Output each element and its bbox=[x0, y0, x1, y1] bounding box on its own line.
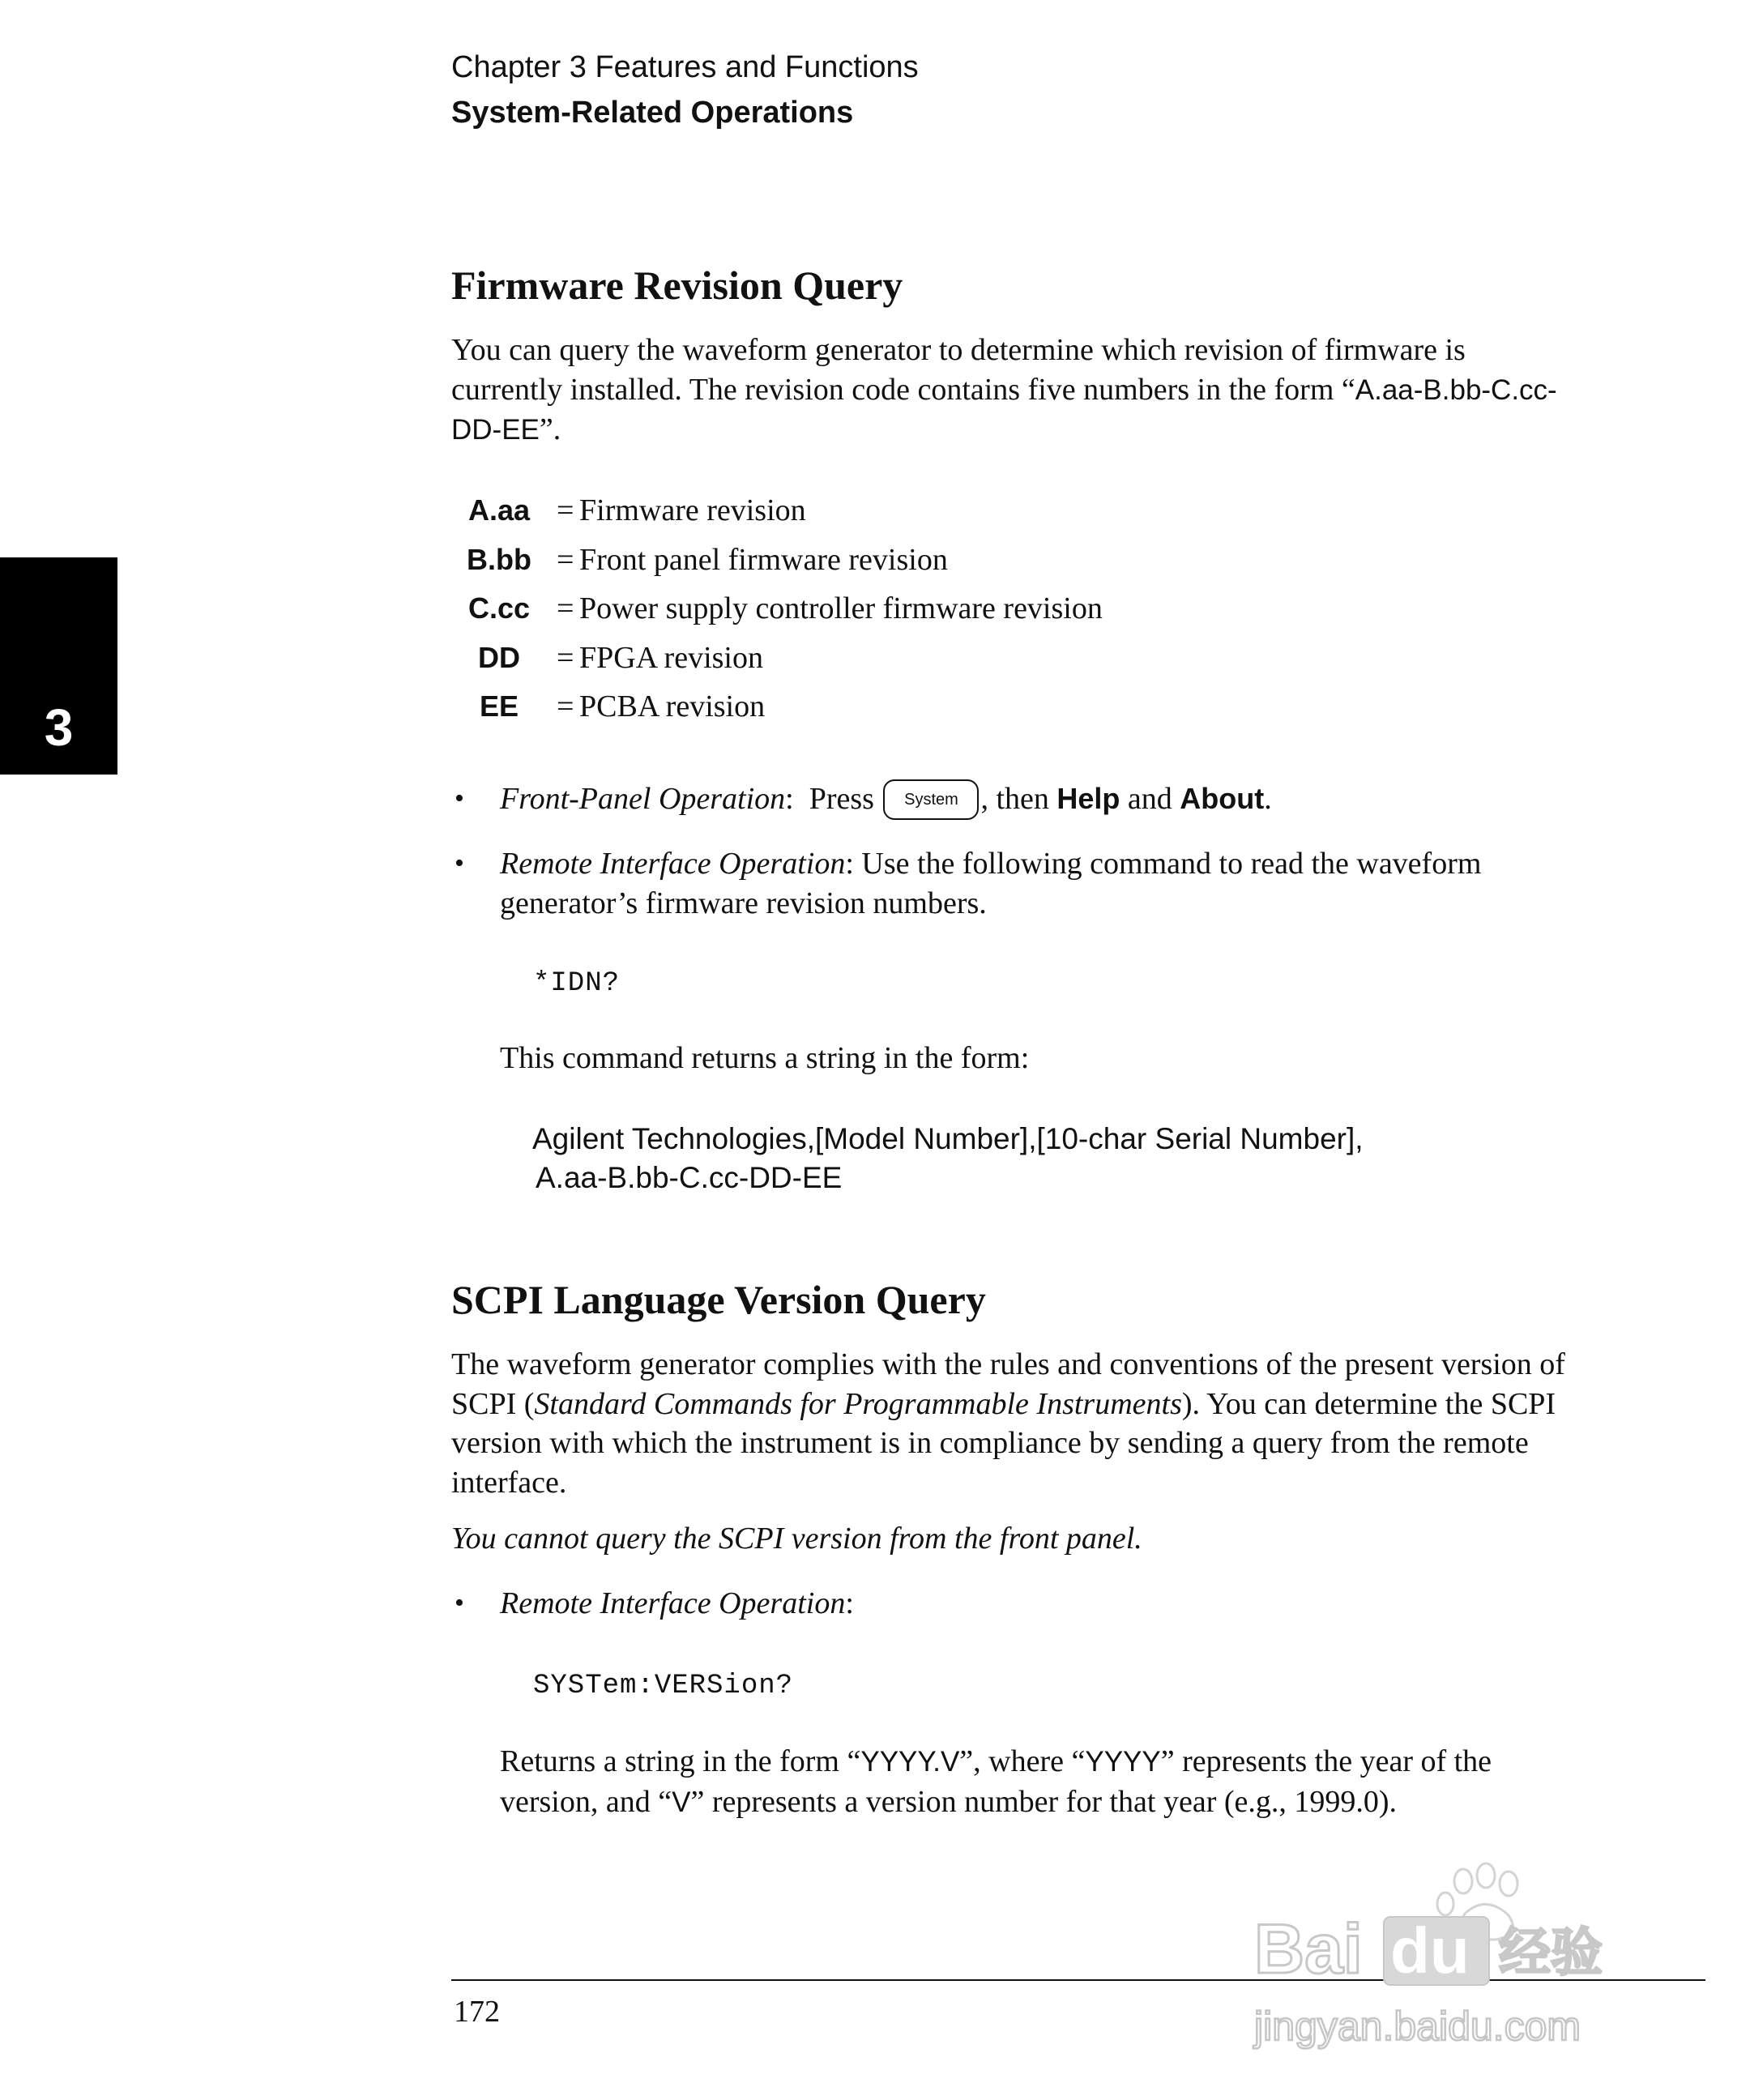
bullet-icon: • bbox=[455, 1588, 464, 1618]
scpi-remote-colon: : bbox=[845, 1586, 854, 1620]
front-panel-press: Press bbox=[809, 782, 874, 816]
svg-text:经验: 经验 bbox=[1499, 1923, 1603, 1983]
help-softkey: Help bbox=[1056, 782, 1120, 815]
definition-item bbox=[451, 486, 1423, 536]
remote-interface-operation bbox=[500, 844, 1577, 923]
watermark-url: jingyan.baidu.com bbox=[1254, 2004, 1581, 2049]
idn-return-line-1: Agilent Technologies,[Model Number],[10-char Serial Number], bbox=[532, 1122, 1364, 1155]
definition-equals: = bbox=[557, 591, 574, 626]
front-panel-and: and bbox=[1127, 782, 1172, 816]
definition-equals: = bbox=[557, 542, 574, 577]
section-header: System-Related Operations bbox=[451, 96, 854, 130]
definition-item bbox=[451, 634, 1423, 683]
firmware-intro bbox=[451, 331, 1569, 450]
front-panel-then: , then bbox=[980, 782, 1049, 816]
definition-equals: = bbox=[557, 640, 574, 675]
returns-code: YYYY.V bbox=[860, 1746, 960, 1778]
bullet-icon: • bbox=[455, 783, 464, 813]
returns-part: ”, where “ bbox=[959, 1744, 1086, 1778]
scpi-intro bbox=[451, 1345, 1569, 1502]
version-returns-text bbox=[500, 1742, 1577, 1822]
definition-term: B.bb bbox=[467, 542, 531, 576]
scpi-remote-label: Remote Interface Operation bbox=[500, 1586, 846, 1620]
chapter-tab bbox=[0, 557, 117, 775]
about-softkey: About bbox=[1180, 782, 1265, 815]
svg-text:du: du bbox=[1390, 1914, 1470, 1987]
version-command: SYSTem:VERSion? bbox=[533, 1671, 794, 1701]
definition-desc: Power supply controller firmware revision bbox=[579, 591, 1103, 626]
definition-term: A.aa bbox=[467, 493, 531, 527]
definition-item bbox=[451, 536, 1423, 585]
firmware-intro-end: ”. bbox=[539, 412, 561, 446]
page-number: 172 bbox=[454, 1995, 500, 2029]
definition-equals: = bbox=[557, 689, 574, 724]
definition-term: C.cc bbox=[467, 591, 531, 625]
remote-interface-text: : Use the following command to read the waveform generator’s firmware revision numbers. bbox=[500, 847, 1482, 920]
returns-code: V bbox=[672, 1786, 691, 1818]
remote-interface-label: Remote Interface Operation bbox=[500, 847, 846, 881]
returns-part: Returns a string in the form “ bbox=[500, 1744, 861, 1778]
scpi-intro-rest: ). You can determine the SCPI version with which the instrument is in compliance by sending a query from the remote interface. bbox=[451, 1386, 1556, 1500]
definition-equals: = bbox=[557, 493, 574, 528]
scpi-remote-operation bbox=[500, 1584, 1577, 1624]
idn-returns-text: This command returns a string in the form: bbox=[500, 1041, 1030, 1075]
scpi-heading: SCPI Language Version Query bbox=[451, 1277, 986, 1322]
watermark-brand: Bai bbox=[1254, 1910, 1363, 1988]
scpi-intro-text: The waveform generator complies with the rules and conventions of the present version of SCPI ( bbox=[451, 1347, 1565, 1421]
chapter-header: Chapter 3 Features and Functions bbox=[451, 50, 919, 84]
idn-command: *IDN? bbox=[533, 968, 621, 999]
idn-return-line-2: A.aa-B.bb-C.cc-DD-EE bbox=[536, 1161, 843, 1194]
definition-desc: FPGA revision bbox=[579, 640, 763, 675]
scpi-note: You cannot query the SCPI version from the front panel. bbox=[451, 1522, 1142, 1556]
front-panel-colon: : bbox=[785, 782, 794, 816]
definition-item bbox=[451, 682, 1423, 732]
returns-part: ” represents the year of the version, and “ bbox=[500, 1744, 1492, 1819]
baidu-watermark-logo bbox=[1248, 1839, 1685, 2058]
front-panel-label: Front-Panel Operation bbox=[500, 782, 786, 816]
definition-term: DD bbox=[478, 640, 520, 674]
scpi-expansion: Standard Commands for Programmable Instruments bbox=[534, 1386, 1182, 1421]
firmware-intro-text: You can query the waveform generator to determine which revision of firmware is currently installed. The revision code contains five numbers in the form “ bbox=[451, 333, 1466, 407]
system-key-button[interactable]: System bbox=[883, 779, 979, 820]
definition-desc: PCBA revision bbox=[579, 689, 766, 724]
definition-term: EE bbox=[479, 689, 519, 723]
chapter-tab-number: 3 bbox=[44, 698, 74, 757]
definition-desc: Firmware revision bbox=[579, 493, 806, 528]
returns-code: YYYY bbox=[1085, 1746, 1161, 1778]
front-panel-operation bbox=[500, 779, 1577, 823]
definition-desc: Front panel firmware revision bbox=[579, 542, 948, 577]
returns-part: ” represents a version number for that year (e.g., 1999.0). bbox=[690, 1784, 1398, 1819]
bullet-icon: • bbox=[455, 848, 464, 878]
firmware-intro-code: A.aa-B.bb-C.cc-DD-EE bbox=[451, 373, 1557, 446]
front-panel-period: . bbox=[1264, 782, 1272, 816]
revision-definitions bbox=[451, 486, 1423, 732]
definition-item bbox=[451, 584, 1423, 634]
firmware-heading: Firmware Revision Query bbox=[451, 262, 903, 308]
